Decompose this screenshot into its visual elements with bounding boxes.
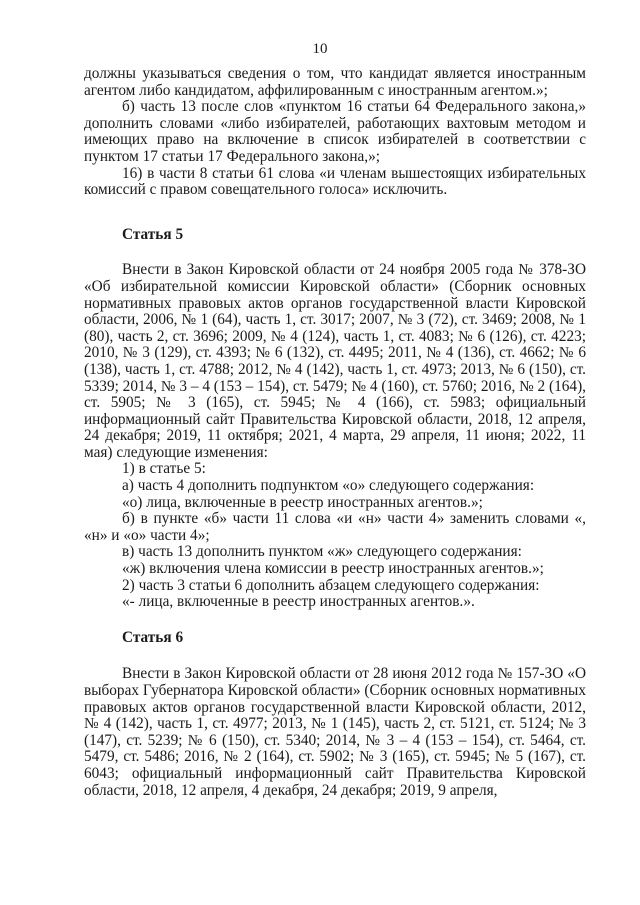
- article-5-item: в) часть 13 дополнить пунктом «ж» следующего содержания:: [122, 543, 522, 561]
- paragraph-item-16: 16) в части 8 статьи 61 слова «и членам вышестоящих избирательных комиссий с правом совещательного голоса» исключить.: [84, 164, 586, 199]
- page-number: 10: [312, 41, 328, 57]
- article-5-heading: Статья 5: [122, 225, 184, 243]
- article-5-item: «- лица, включенные в реестр иностранных агентов.».: [122, 593, 475, 611]
- article-5-item: «о) лица, включенные в реестр иностранных агентов.»;: [122, 493, 483, 511]
- paragraph-item-b: б) часть 13 после слов «пунктом 16 статьи 64 Федерального закона,» дополнить словами «либо избирателей, работающих вахтовым методом и имеющих право на включение в список избирателей в соответствии с пунктом 17 статьи 17 Федерального закона,»;: [84, 98, 586, 165]
- paragraph-continuation: должны указываться сведения о том, что кандидат является иностранным агентом либо кандидатом, аффилированным с иностранным агентом.»;: [84, 65, 586, 99]
- document-body: [84, 66, 586, 799]
- article-5-item: «ж) включения члена комиссии в реестр иностранных агентов.»;: [122, 560, 544, 578]
- article-5-item: а) часть 4 дополнить подпунктом «о» следующего содержания:: [122, 477, 535, 495]
- article-5-item: 2) часть 3 статьи 6 дополнить абзацем следующего содержания:: [122, 576, 540, 594]
- article-6-main-paragraph: Внести в Закон Кировской области от 28 июня 2012 года № 157-ЗО «О выборах Губернатора Кировской области» (Сборник основных нормативных правовых актов органов государственной власти Кировской области, 2012, № 4 (142), часть 1, ст. 4977; 2013, № 1 (145), часть 2, ст. 5121, ст. 5124; № 3 (147), ст. 5239; № 6 (150), ст. 5340; 2014, № 3 – 4 (153 – 154), ст. 5464, ст. 5479, ст. 5486; 2016, № 2 (164), ст. 5902; № 3 (165), ст. 5945; № 5 (167), ст. 6043; официальный информационный сайт Правительства Кировской области, 2018, 12 апреля, 4 декабря, 24 декабря; 2019, 9 апреля,: [84, 665, 586, 799]
- article-6-heading: Статья 6: [122, 628, 184, 646]
- article-5-main-paragraph: Внести в Закон Кировской области от 24 ноября 2005 года № 378-ЗО «Об избирательной комиссии Кировской области» (Сборник основных нормативных правовых актов органов государственной власти Кировской области, 2006, № 1 (64), часть 1, ст. 3017; 2007, № 3 (72), ст. 3469; 2008, № 1 (80), часть 2, ст. 3696; 2009, № 4 (124), часть 1, ст. 4083; № 6 (126), ст. 4223; 2010, № 3 (129), ст. 4393; № 6 (132), ст. 4495; 2011, № 4 (136), ст. 4662; № 6 (138), часть 1, ст. 4788; 2012, № 4 (142), часть 1, ст. 4973; 2013, № 6 (150), ст. 5339; 2014, № 3 – 4 (153 – 154), ст. 5479; № 4 (160), ст. 5760; 2016, № 2 (164), ст. 5905; № 3 (165), ст. 5945; № 4 (166), ст. 5983; официальный информационный сайт Правительства Кировской области, 2018, 12 апреля, 24 декабря; 2019, 11 октября; 2021, 4 марта, 29 апреля, 11 июня; 2022, 11 мая) следующие изменения:: [84, 261, 586, 461]
- article-5-item: б) в пункте «б» части 11 слова «и «н» части 4» заменить словами «, «н» и «о» части 4»;: [84, 510, 586, 544]
- article-5-item: 1) в статье 5:: [122, 460, 206, 478]
